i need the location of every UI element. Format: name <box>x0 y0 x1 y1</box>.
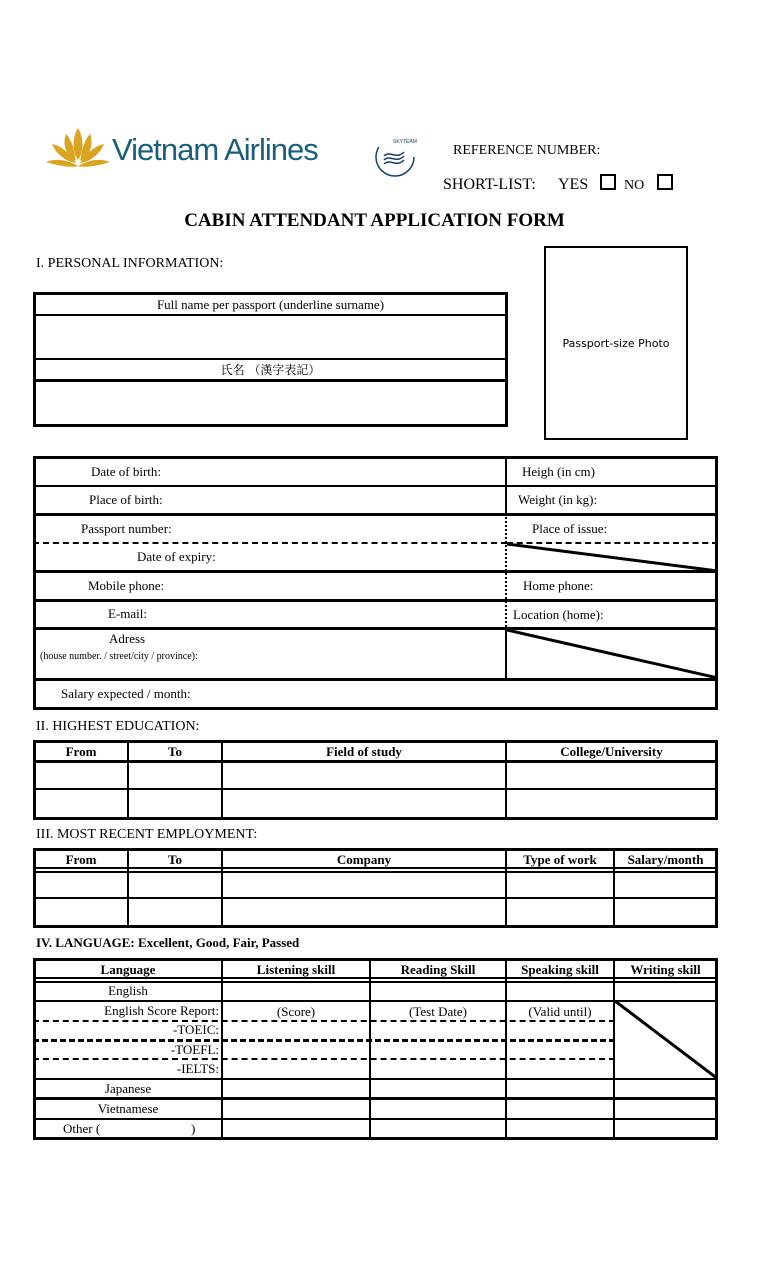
language-row-toefl: -TOEFL: <box>170 1042 219 1057</box>
passport-number-label: Passport number: <box>81 521 172 536</box>
japanese-writing-input[interactable] <box>616 1081 714 1096</box>
full-name-input[interactable] <box>36 317 505 357</box>
divider <box>369 958 371 1140</box>
place-of-birth-label: Place of birth: <box>89 492 163 507</box>
education-to-input[interactable] <box>130 791 220 816</box>
photo-label: Passport-size Photo <box>562 337 670 350</box>
language-col-speaking: Speaking skill <box>521 962 599 977</box>
divider <box>33 485 718 487</box>
divider <box>33 897 718 899</box>
section-language-title: IV. LANGUAGE: Excellent, Good, Fair, Passed <box>36 935 300 950</box>
address-input[interactable] <box>220 631 500 676</box>
date-of-expiry-input[interactable] <box>225 545 500 568</box>
language-row-japanese: Japanese <box>104 1081 152 1096</box>
home-phone-label: Home phone: <box>523 578 594 593</box>
form-title: CABIN ATTENDANT APPLICATION FORM <box>184 210 565 231</box>
employment-col-to: To <box>168 852 182 867</box>
score-hint: (Score) <box>276 1004 316 1019</box>
japanese-listening-input[interactable] <box>224 1081 368 1096</box>
employment-col-from: From <box>65 852 97 867</box>
education-field-input[interactable] <box>224 791 504 816</box>
education-college-input[interactable] <box>508 791 714 816</box>
education-to-input[interactable] <box>130 763 220 787</box>
other-speaking-input[interactable] <box>508 1121 612 1137</box>
valid-until-hint: (Valid until) <box>528 1004 592 1019</box>
education-col-to: To <box>168 744 182 759</box>
ielts-valid-until-input[interactable] <box>508 1061 612 1077</box>
language-col-writing: Writing skill <box>630 962 701 977</box>
divider <box>505 958 507 1140</box>
education-college-input[interactable] <box>508 763 714 787</box>
language-col-reading: Reading Skill <box>400 962 476 977</box>
mobile-phone-input[interactable] <box>172 574 500 597</box>
employment-salary-input[interactable] <box>616 874 714 896</box>
language-col-language: Language <box>100 962 156 977</box>
toeic-score-input[interactable] <box>224 1022 368 1038</box>
salary-expected-input[interactable] <box>200 682 710 706</box>
education-col-from: From <box>65 744 97 759</box>
place-of-issue-label: Place of issue: <box>532 521 608 536</box>
vietnamese-reading-input[interactable] <box>372 1101 504 1117</box>
shortlist-no-checkbox[interactable] <box>657 174 673 190</box>
passport-number-input[interactable] <box>180 517 500 540</box>
date-of-birth-label: Date of birth: <box>91 464 162 479</box>
divider <box>33 1097 718 1100</box>
divider <box>33 1058 615 1060</box>
language-row-toeic: -TOEIC: <box>173 1022 219 1037</box>
employment-salary-input[interactable] <box>616 900 714 924</box>
japanese-reading-input[interactable] <box>372 1081 504 1096</box>
other-listening-input[interactable] <box>224 1121 368 1137</box>
shortlist-yes-label: YES <box>558 176 589 193</box>
date-of-birth-input[interactable] <box>170 460 500 483</box>
employment-col-salary: Salary/month <box>627 852 704 867</box>
toefl-score-input[interactable] <box>224 1042 368 1057</box>
english-reading-input[interactable] <box>372 983 504 999</box>
shortlist-no-label: NO <box>624 178 645 193</box>
weight-label: Weight (in kg): <box>518 492 598 507</box>
english-listening-input[interactable] <box>224 983 368 999</box>
employment-from-input[interactable] <box>36 874 126 896</box>
vietnamese-writing-input[interactable] <box>616 1101 714 1117</box>
ielts-test-date-input[interactable] <box>372 1061 504 1077</box>
employment-company-input[interactable] <box>224 874 504 896</box>
height-input[interactable] <box>605 460 713 483</box>
language-row-vietnamese: Vietnamese <box>97 1101 159 1116</box>
place-of-birth-input[interactable] <box>170 488 500 511</box>
diagonal-strike <box>507 543 718 572</box>
japanese-speaking-input[interactable] <box>508 1081 612 1096</box>
reference-number-label: REFERENCE NUMBER: <box>453 143 601 158</box>
divider <box>33 542 507 544</box>
divider <box>33 314 508 316</box>
location-home-label: Location (home): <box>513 607 604 622</box>
toeic-test-date-input[interactable] <box>372 1022 504 1038</box>
language-row-other-close: ) <box>191 1121 196 1136</box>
english-writing-input[interactable] <box>616 983 714 999</box>
employment-col-company: Company <box>336 852 392 867</box>
home-phone-input[interactable] <box>600 574 713 597</box>
toefl-test-date-input[interactable] <box>372 1042 504 1057</box>
kanji-name-input[interactable] <box>36 382 505 424</box>
email-label: E-mail: <box>108 606 147 621</box>
address-label: Adress <box>109 631 146 646</box>
test-date-hint: (Test Date) <box>409 1004 467 1019</box>
language-col-listening: Listening skill <box>256 962 336 977</box>
education-from-input[interactable] <box>36 763 126 787</box>
shortlist-label: SHORT-LIST: <box>443 176 536 193</box>
photo-box[interactable] <box>544 246 688 440</box>
brand-name: Vietnam Airlines <box>112 132 318 167</box>
lotus-icon <box>44 126 112 170</box>
language-row-other: Other ( <box>63 1121 101 1136</box>
employment-company-input[interactable] <box>224 900 504 924</box>
shortlist-yes-checkbox[interactable] <box>600 174 616 190</box>
divider <box>33 513 718 516</box>
employment-type-input[interactable] <box>508 900 612 924</box>
location-home-input[interactable] <box>610 602 713 625</box>
salary-expected-label: Salary expected / month: <box>61 686 191 701</box>
language-row-ielts: -IELTS: <box>176 1061 219 1076</box>
address-hint: (house number. / street/city / province): <box>40 651 198 662</box>
email-input[interactable] <box>155 602 500 625</box>
mobile-phone-label: Mobile phone: <box>88 578 165 593</box>
divider <box>33 871 718 873</box>
section-education-title: II. HIGHEST EDUCATION: <box>36 719 200 734</box>
place-of-issue-input[interactable] <box>615 517 713 540</box>
kanji-name-label: 氏名 （漢字表記） <box>220 363 321 377</box>
education-col-college: College/University <box>560 744 663 759</box>
employment-col-type: Type of work <box>523 852 597 867</box>
education-from-input[interactable] <box>36 791 126 816</box>
skyteam-label: SKYTEAM <box>393 139 417 145</box>
divider <box>505 456 507 514</box>
employment-to-input[interactable] <box>130 874 220 896</box>
english-speaking-input[interactable] <box>508 983 612 999</box>
language-row-english: English <box>108 983 148 998</box>
weight-input[interactable] <box>605 488 713 511</box>
divider <box>33 1118 718 1120</box>
toeic-valid-until-input[interactable] <box>508 1022 612 1038</box>
date-of-expiry-label: Date of expiry: <box>137 549 216 564</box>
section-personal-title: I. PERSONAL INFORMATION: <box>36 256 224 271</box>
diagonal-strike <box>615 1001 718 1079</box>
employment-type-input[interactable] <box>508 874 612 896</box>
other-writing-input[interactable] <box>616 1121 714 1137</box>
section-employment-title: III. MOST RECENT EMPLOYMENT: <box>36 827 258 842</box>
employment-to-input[interactable] <box>130 900 220 924</box>
language-row-score-report: English Score Report: <box>104 1003 219 1018</box>
education-col-field: Field of study <box>326 744 402 759</box>
skyteam-icon <box>372 134 418 180</box>
diagonal-strike <box>507 629 718 679</box>
other-reading-input[interactable] <box>372 1121 504 1137</box>
vietnamese-listening-input[interactable] <box>224 1101 368 1117</box>
divider <box>33 358 508 360</box>
reference-number-input[interactable] <box>612 140 732 160</box>
divider <box>33 788 718 790</box>
height-label: Heigh (in cm) <box>522 464 595 479</box>
employment-from-input[interactable] <box>36 900 126 924</box>
other-language-input[interactable] <box>103 1121 189 1137</box>
vietnamese-speaking-input[interactable] <box>508 1101 612 1117</box>
education-field-input[interactable] <box>224 763 504 787</box>
toefl-valid-until-input[interactable] <box>508 1042 612 1057</box>
ielts-score-input[interactable] <box>224 1061 368 1077</box>
full-name-label: Full name per passport (underline surname) <box>156 297 385 312</box>
